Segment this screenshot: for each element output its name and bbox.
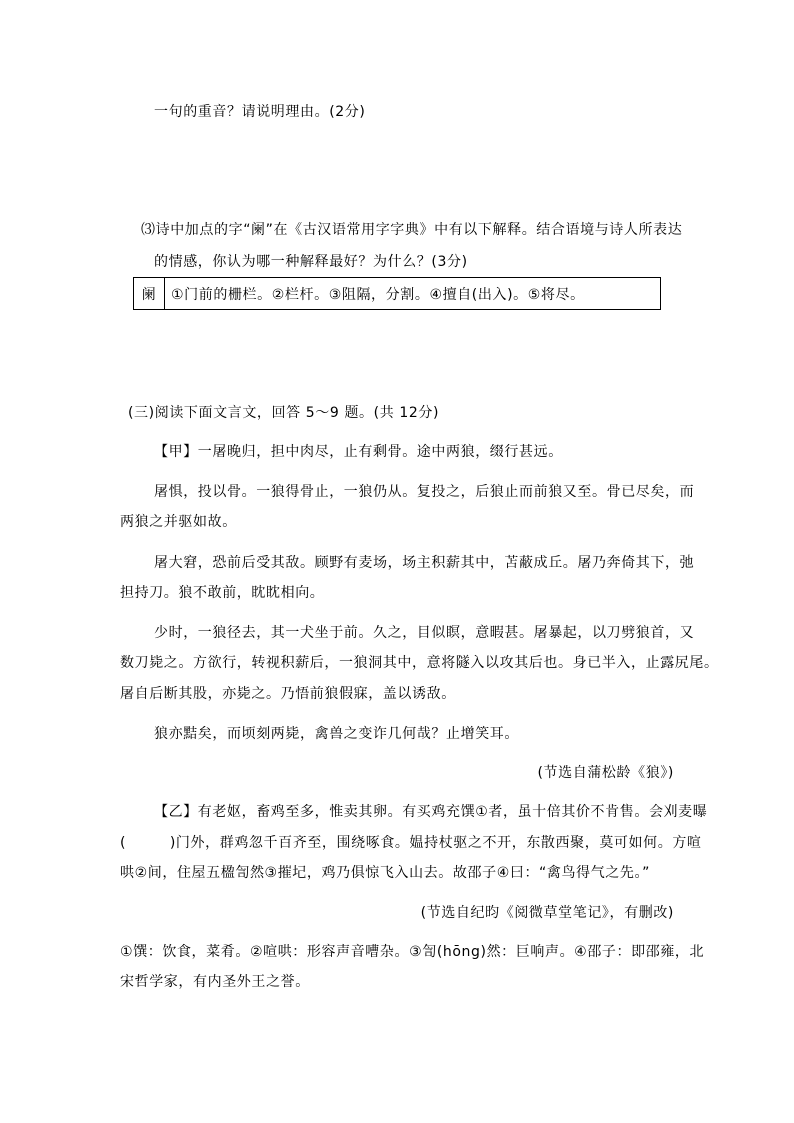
passage-jia-line: 屠惧，投以骨。一狼得骨止，一狼仍从。复投之，后狼止而前狼又至。骨已尽矣，而 <box>154 484 695 500</box>
question-3-line-2: 的情感，你认为哪一种解释最好？为什么？(3分) <box>154 254 468 270</box>
dictionary-definitions: ①门前的栅栏。②栏杆。③阻隔，分割。④擅自(出入)。⑤将尽。 <box>165 278 661 310</box>
passage-jia-line: 担持刀。狼不敢前，眈眈相向。 <box>120 585 325 601</box>
section-3-heading: (三)阅读下面文言文，回答 5～9 题。(共 12分) <box>128 405 440 421</box>
dictionary-headword: 阑 <box>134 278 165 310</box>
dictionary-table <box>133 277 661 310</box>
passage-jia-line: 数刀毙之。方欲行，转视积薪后，一狼洞其中，意将隧入以攻其后也。身已半入，止露尻尾。 <box>120 655 719 671</box>
previous-question-tail: 一句的重音？请说明理由。(2分) <box>154 104 366 120</box>
footnote-line: 宋哲学家，有内圣外王之誉。 <box>120 974 310 990</box>
passage-yi-source: (节选自纪昀《阅微草堂笔记》，有删改) <box>420 905 674 921</box>
passage-yi-line: ( )门外，群鸡忽千百齐至，围绕啄食。媪持杖驱之不开，东散西聚，莫可如何。方喧 <box>120 835 702 851</box>
passage-jia-line: 少时，一狼径去，其一犬坐于前。久之，目似瞑，意暇甚。屠暴起，以刀劈狼首，又 <box>154 625 695 641</box>
passage-jia-line: 狼亦黠矣，而顷刻两毙，禽兽之变诈几何哉？止增笑耳。 <box>154 726 519 742</box>
footnote-line: ①馔：饮食，菜肴。②喧哄：形容声音嘈杂。③訇(hōng)然：巨响声。④邵子：即邵雍，北 <box>120 944 705 960</box>
passage-yi-line: 哄②间，住屋五楹訇然③摧圮，鸡乃俱惊飞入山去。故邵子④曰：“禽鸟得气之先。” <box>120 865 650 881</box>
dictionary-row <box>134 278 661 310</box>
question-3-line-1: ⑶诗中加点的字“阑”在《古汉语常用字字典》中有以下解释。结合语境与诗人所表达 <box>141 222 683 238</box>
passage-jia-line: 屠自后断其股，亦毙之。乃悟前狼假寐，盖以诱敌。 <box>120 686 456 702</box>
passage-yi-line: 【乙】有老妪，畜鸡至多，惟卖其卵。有买鸡充馔①者，虽十倍其价不肯售。会刈麦曝 <box>154 804 708 820</box>
passage-jia-line: 【甲】一屠晚归，担中肉尽，止有剩骨。途中两狼，缀行甚远。 <box>154 444 563 460</box>
passage-jia-line: 屠大窘，恐前后受其敌。顾野有麦场，场主积薪其中，苫蔽成丘。屠乃奔倚其下，弛 <box>154 555 695 571</box>
passage-jia-source: (节选自蒲松龄《狼》) <box>537 765 674 781</box>
passage-jia-line: 两狼之并驱如故。 <box>120 514 237 530</box>
